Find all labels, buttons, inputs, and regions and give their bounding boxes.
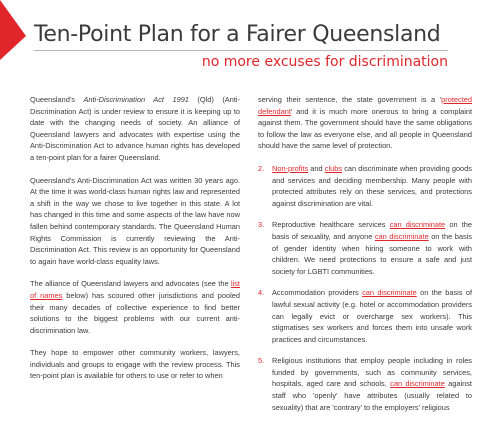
can-discriminate-link[interactable]: can discriminate [389, 220, 446, 230]
red-corner-triangle [0, 0, 26, 60]
title-divider [34, 50, 448, 51]
empower-paragraph: They hope to empower other community workers, lawyers, individuals and groups to engage with the review process. This ten-point plan is available for others to use or refer to when [30, 348, 240, 381]
point-text: Accommodation providers [272, 288, 363, 298]
can-discriminate-link[interactable]: can discriminate [374, 231, 429, 241]
page-title: Ten-Point Plan for a Fairer Queensland [34, 22, 441, 47]
plan-point [258, 219, 472, 277]
point-text: on the basis of lawful sexual activity (e.g. hotel or accommodation providers can legally evict or overcharge sex workers). This stigmatises sex workers and forces them into unsafe work practices and circumstances. [272, 288, 472, 344]
point-number: 4. [258, 288, 265, 298]
clubs-link[interactable]: clubs [324, 163, 343, 173]
page-subtitle: no more excuses for discrimination [201, 54, 448, 70]
non-profits-link[interactable]: Non-profits [272, 163, 309, 173]
point-number: 2. [258, 163, 265, 173]
intro-text-end: (Qld) (Anti-Discrimination Act) is under review to ensure it is keeping up to date with the changing needs of society. An alliance of Queensland lawyers and advocates with expertise using the Anti-Discrimination Act to advance human rights has developed a ten-point plan for a fairer Queensland. [30, 95, 240, 162]
continuation-text-end: ' and it is much more onerous to bring a complaint against them. The government should have the same obligations to follow the law as everyone else, and all people in Queensland should have the same level of protection. [258, 106, 472, 151]
plan-point [258, 163, 472, 209]
act-name: Anti-Discrimination Act 1991 [83, 95, 189, 104]
point-text: on the basis of gender identity when hiring someone to work with children. We need protections to ensure a safe and just society for LGBTI communities. [272, 231, 472, 276]
history-paragraph: Queensland's Anti-Discrimination Act was written 30 years ago. At the time it was world-class human rights law and represented a shift in the way we chose to live together in this state. A lot has changed in this time and some aspects of the law have now fallen behind contemporary standards. The Queensland Human Rights Commission is currently reviewing the Anti-Discrimination Act. This review is an opportunity for Queensland to again have world-class equality laws. [30, 175, 240, 266]
point-text: on the basis of sexuality, and anyone [272, 220, 472, 241]
alliance-text-end: below) has scoured other jurisdictions and pooled their many decades of collective experience to find better solutions to the biggest problems with our current anti-discrimination law. [30, 290, 240, 335]
continuation-text-start: serving their sentence, the state government is a ' [258, 95, 442, 104]
intro-paragraph [30, 94, 240, 164]
plan-point [258, 355, 472, 413]
plan-point [258, 287, 472, 345]
point-number: 3. [258, 220, 265, 230]
point-text: Reproductive healthcare services [272, 220, 390, 230]
point-text: against staff who 'openly' have attributes (usually related to sexuality) that are 'contrary' to the employers' religious [272, 379, 472, 412]
left-column [30, 94, 240, 393]
point-number: 5. [258, 356, 265, 366]
plan-points-list [258, 163, 472, 413]
point-text: and [308, 163, 325, 173]
list-of-names-link[interactable]: list of names [30, 279, 240, 300]
alliance-text-start: The alliance of Queensland lawyers and advocates (see the [30, 279, 231, 289]
point-text: can discriminate when providing goods and services and deciding membership. Many people with protected attributes rely on these services, and protections against discrimination are vital. [272, 163, 472, 208]
point-1-continuation [258, 94, 472, 152]
protected-defendant-link[interactable]: protected defendant [258, 95, 472, 116]
alliance-paragraph [30, 278, 240, 336]
can-discriminate-link[interactable]: can discriminate [362, 288, 417, 298]
point-text: Religious institutions that employ people including in roles funded by governments, such as community services, hospitals, aged care and schools, [272, 356, 472, 389]
intro-text-start: Queensland's [30, 95, 84, 104]
can-discriminate-link[interactable]: can discriminate [390, 379, 445, 389]
right-column [258, 94, 472, 423]
